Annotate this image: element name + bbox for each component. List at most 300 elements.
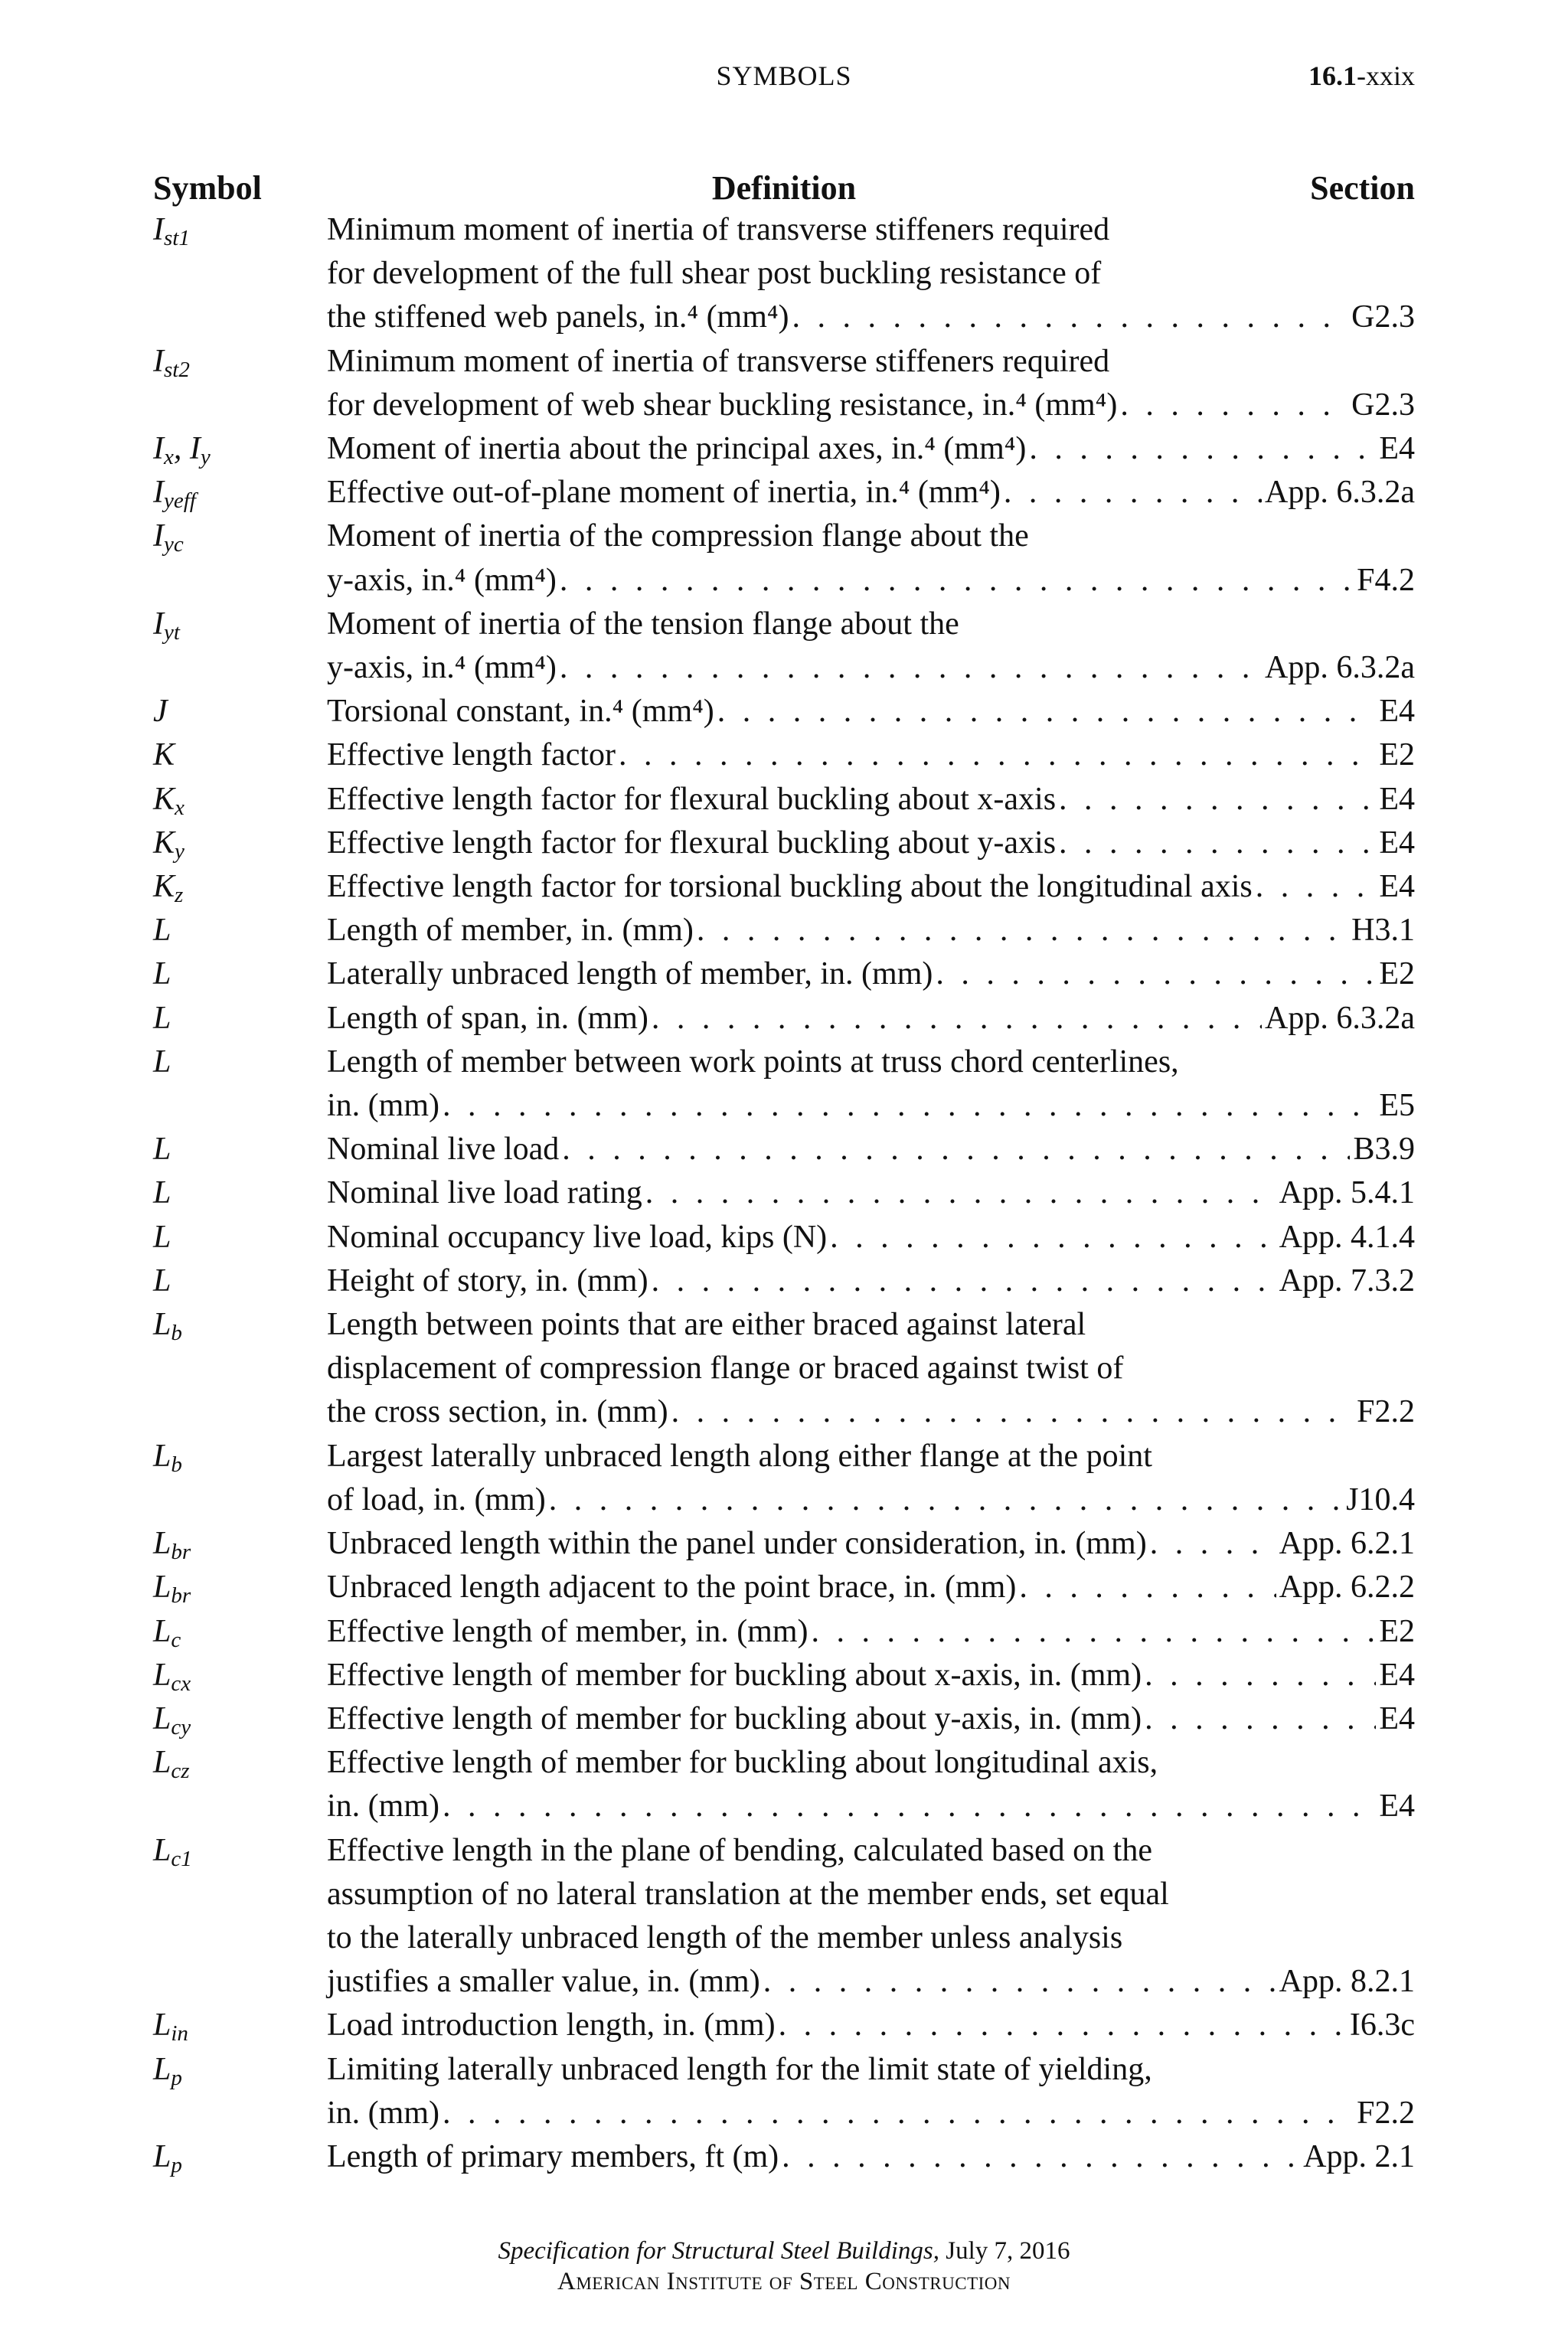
symbol-entry: [153, 2135, 1415, 2179]
symbol-entry: [153, 471, 1415, 514]
symbol-letter: L: [153, 2138, 172, 2174]
footer-date: July 7, 2016: [939, 2237, 1070, 2265]
footer-publisher: American Institute of Steel Construction: [557, 2268, 1011, 2295]
dot-leader: [1019, 1566, 1276, 1609]
running-header: [153, 55, 1415, 101]
running-header-title: SYMBOLS: [716, 60, 852, 91]
dot-leader: [443, 1084, 1376, 1128]
symbol-letter: K: [153, 869, 175, 905]
definition-text: Effective length of member for buckling about y-axis, in. (mm): [327, 1700, 1142, 1736]
section-reference: J10.4: [1346, 1481, 1415, 1517]
symbol-cell: [153, 1566, 322, 1609]
symbol-entry: [153, 690, 1415, 733]
symbol-entry: [153, 603, 1415, 690]
symbol-cell: [153, 471, 322, 514]
section-reference: F4.2: [1357, 562, 1415, 598]
definition-line: assumption of no lateral translation at the member ends, set equal: [327, 1876, 1169, 1912]
symbol-letter: I: [153, 475, 164, 511]
dot-leader: [652, 997, 1262, 1040]
section-reference: H3.1: [1351, 913, 1415, 949]
symbol-subscript: z: [175, 883, 184, 908]
symbol-cell: [153, 1435, 322, 1478]
definition-last-line: [327, 1522, 1415, 1566]
definition-text: Moment of inertia about the principal axes, in.⁴ (mm⁴): [327, 431, 1027, 467]
symbol-cell: [153, 514, 322, 558]
symbol-entry: [153, 1303, 1415, 1435]
definition-line: Effective length in the plane of bending, calculated based on the: [327, 1832, 1152, 1868]
page-number-rest: -xxix: [1357, 60, 1415, 91]
symbol-letter-2: , I: [173, 431, 201, 467]
symbol-cell: [153, 208, 322, 252]
section-reference: E4: [1379, 781, 1415, 817]
section-reference: B3.9: [1353, 1132, 1415, 1168]
symbol-letter: L: [153, 1745, 172, 1781]
symbol-letter: L: [153, 2007, 172, 2043]
definition-cell: [327, 1128, 1415, 1171]
section-reference: E2: [1379, 737, 1415, 773]
symbol-letter: L: [153, 1307, 172, 1343]
definition-cell: [327, 1040, 1415, 1128]
definition-cell: [327, 733, 1415, 777]
definition-last-line: [327, 1785, 1415, 1828]
dot-leader: [1029, 427, 1376, 471]
definition-line: Minimum moment of inertia of transverse stiffeners required: [327, 212, 1110, 247]
page-footer: [0, 2236, 1568, 2297]
definition-text: Nominal live load: [327, 1132, 560, 1168]
definition-text: Length of member, in. (mm): [327, 913, 694, 949]
symbol-entry: [153, 1128, 1415, 1171]
dot-leader: [717, 690, 1377, 733]
definition-line: Effective length of member for buckling about longitudinal axis,: [327, 1745, 1158, 1781]
symbol-subscript: yc: [164, 532, 184, 557]
section-reference: F2.2: [1357, 1394, 1415, 1430]
dot-leader: [652, 1259, 1276, 1303]
dot-leader: [560, 559, 1354, 603]
symbol-entry: [153, 952, 1415, 996]
symbol-entry: [153, 2048, 1415, 2135]
definition-last-line: [327, 646, 1415, 690]
symbol-entry: [153, 865, 1415, 909]
symbol-cell: [153, 1171, 322, 1215]
symbol-entry: [153, 1259, 1415, 1303]
symbol-cell: [153, 1610, 322, 1654]
symbol-letter: L: [153, 1000, 172, 1036]
dot-leader: [1059, 822, 1376, 865]
definition-last-line: [327, 865, 1415, 909]
section-reference: E5: [1379, 1088, 1415, 1124]
symbol-subscript: st1: [164, 226, 190, 250]
section-reference: App. 6.3.2a: [1265, 1000, 1415, 1036]
definition-text: Load introduction length, in. (mm): [327, 2007, 776, 2043]
symbol-entry: [153, 1216, 1415, 1259]
definition-line: Largest laterally unbraced length along either flange at the point: [327, 1438, 1152, 1474]
definition-last-line: [327, 733, 1415, 777]
definition-line: Minimum moment of inertia of transverse stiffeners required: [327, 343, 1110, 379]
definition-cell: [327, 1522, 1415, 1566]
definition-cell: [327, 208, 1415, 340]
definition-text: Effective length of member for buckling about x-axis, in. (mm): [327, 1657, 1142, 1693]
dot-leader: [812, 1610, 1377, 1654]
symbol-subscript: st2: [164, 357, 190, 382]
symbol-letter: L: [153, 1657, 172, 1693]
section-reference: App. 8.2.1: [1279, 1964, 1415, 2000]
column-header-section: Section: [1310, 169, 1415, 207]
column-headers: [153, 161, 1415, 211]
definition-cell: [327, 427, 1415, 471]
dot-leader: [619, 733, 1376, 777]
definition-cell: [327, 1435, 1415, 1522]
definition-cell: [327, 909, 1415, 952]
symbol-subscript: c1: [171, 1846, 192, 1871]
symbol-cell: [153, 1829, 322, 1873]
section-reference: App. 7.3.2: [1279, 1263, 1415, 1298]
symbol-subscript: yt: [164, 619, 180, 645]
symbol-letter: I: [153, 606, 164, 642]
symbol-letter: I: [153, 431, 164, 467]
definition-line: Moment of inertia of the tension flange about the: [327, 606, 959, 642]
definition-cell: [327, 997, 1415, 1040]
symbol-entry: [153, 2004, 1415, 2047]
definition-last-line: [327, 559, 1415, 603]
section-reference: App. 4.1.4: [1279, 1219, 1415, 1255]
definition-last-line: [327, 997, 1415, 1040]
symbol-letter: L: [153, 956, 172, 992]
symbol-entry: [153, 514, 1415, 602]
definition-last-line: [327, 1960, 1415, 2004]
definition-cell: [327, 603, 1415, 690]
symbol-cell: [153, 822, 322, 865]
symbol-subscript: p: [171, 2065, 182, 2090]
dot-leader: [697, 909, 1348, 952]
symbol-subscript: x: [164, 445, 174, 470]
definition-cell: [327, 952, 1415, 996]
definition-last-line: [327, 1390, 1415, 1434]
dot-leader: [1120, 384, 1348, 427]
definition-last-line: [327, 952, 1415, 996]
symbol-cell: [153, 1259, 322, 1303]
definition-cell: [327, 514, 1415, 602]
symbol-entry: [153, 822, 1415, 865]
definition-last-line: [327, 1478, 1415, 1522]
symbol-subscript: in: [171, 2021, 188, 2047]
dot-leader: [763, 1960, 1276, 2004]
definition-cell: [327, 2004, 1415, 2047]
dot-leader: [1004, 471, 1262, 514]
symbol-subscript: br: [171, 1540, 191, 1565]
symbol-cell: [153, 909, 322, 952]
symbol-letter: L: [153, 1175, 172, 1211]
symbol-cell: [153, 603, 322, 646]
symbol-entry: [153, 1654, 1415, 1697]
symbol-entry: [153, 427, 1415, 471]
symbol-subscript: p: [171, 2152, 182, 2177]
symbol-letter: L: [153, 913, 172, 949]
section-reference: E4: [1379, 1657, 1415, 1693]
section-reference: E2: [1379, 1613, 1415, 1649]
section-reference: E4: [1379, 825, 1415, 861]
page-number-bold: 16.1: [1308, 60, 1357, 91]
definition-text: Nominal live load rating: [327, 1175, 642, 1211]
symbol-letter: J: [153, 694, 168, 730]
definition-line: Length between points that are either braced against lateral: [327, 1307, 1086, 1343]
definition-last-line: [327, 427, 1415, 471]
section-reference: App. 2.1: [1303, 2138, 1415, 2174]
definition-line: Limiting laterally unbraced length for the limit state of yielding,: [327, 2051, 1152, 2087]
definition-line: for development of the full shear post buckling resistance of: [327, 256, 1102, 292]
column-header-symbol: Symbol: [153, 169, 262, 207]
definition-last-line: [327, 1610, 1415, 1654]
symbol-cell: [153, 952, 322, 996]
section-reference: App. 6.2.1: [1279, 1526, 1415, 1562]
symbol-cell: [153, 427, 322, 471]
definition-cell: [327, 2135, 1415, 2179]
definition-text: Nominal occupancy live load, kips (N): [327, 1219, 828, 1255]
definition-text: y-axis, in.⁴ (mm⁴): [327, 562, 557, 598]
symbol-letter: L: [153, 2051, 172, 2087]
symbol-entry: [153, 208, 1415, 340]
symbol-cell: [153, 1697, 322, 1741]
definition-last-line: [327, 296, 1415, 339]
definition-line: Moment of inertia of the compression flange about the: [327, 518, 1029, 554]
definition-cell: [327, 1566, 1415, 1609]
definition-last-line: [327, 1128, 1415, 1171]
definition-last-line: [327, 471, 1415, 514]
dot-leader: [1145, 1697, 1376, 1741]
symbol-cell: [153, 2048, 322, 2092]
definition-cell: [327, 1829, 1415, 2004]
definition-text: Effective length of member, in. (mm): [327, 1613, 808, 1649]
symbol-list: [153, 208, 1415, 2179]
symbol-cell: [153, 997, 322, 1040]
section-reference: E4: [1379, 431, 1415, 467]
dot-leader: [936, 952, 1376, 996]
definition-last-line: [327, 1697, 1415, 1741]
symbol-letter: I: [153, 343, 164, 379]
definition-last-line: [327, 1566, 1415, 1609]
symbol-entry: [153, 1566, 1415, 1609]
definition-cell: [327, 1171, 1415, 1215]
symbol-letter: L: [153, 1044, 172, 1080]
section-reference: App. 6.3.2a: [1265, 650, 1415, 686]
symbol-entry: [153, 778, 1415, 822]
definition-cell: [327, 865, 1415, 909]
definition-cell: [327, 1216, 1415, 1259]
definition-last-line: [327, 909, 1415, 952]
dot-leader: [1150, 1522, 1276, 1566]
definition-cell: [327, 1697, 1415, 1741]
definition-cell: [327, 822, 1415, 865]
symbol-cell: [153, 1128, 322, 1171]
definition-cell: [327, 1654, 1415, 1697]
definition-last-line: [327, 1216, 1415, 1259]
section-reference: App. 6.3.2a: [1265, 475, 1415, 511]
definition-cell: [327, 340, 1415, 427]
definition-text: Unbraced length adjacent to the point brace, in. (mm): [327, 1570, 1017, 1606]
symbol-cell: [153, 1303, 322, 1347]
section-reference: App. 5.4.1: [1279, 1175, 1415, 1211]
symbol-cell: [153, 1216, 322, 1259]
symbol-subscript: c: [171, 1627, 181, 1652]
symbol-letter: L: [153, 1263, 172, 1298]
symbol-entry: [153, 1522, 1415, 1566]
section-reference: F2.2: [1357, 2095, 1415, 2131]
definition-last-line: [327, 1084, 1415, 1128]
definition-cell: [327, 690, 1415, 733]
symbol-subscript: y: [175, 838, 185, 864]
symbol-entry: [153, 1697, 1415, 1741]
symbol-entry: [153, 1040, 1415, 1128]
symbol-letter: L: [153, 1526, 172, 1562]
symbol-cell: [153, 865, 322, 909]
definition-last-line: [327, 690, 1415, 733]
dot-leader: [560, 646, 1262, 690]
symbol-subscript: yeff: [164, 488, 196, 514]
definition-text: in. (mm): [327, 2095, 439, 2131]
section-reference: I6.3c: [1349, 2007, 1415, 2043]
symbol-subscript: cy: [171, 1714, 191, 1740]
symbol-letter: K: [153, 781, 175, 817]
definition-last-line: [327, 2004, 1415, 2047]
dot-leader: [443, 2092, 1354, 2135]
dot-leader: [1059, 778, 1376, 822]
symbol-letter: L: [153, 1613, 172, 1649]
section-reference: E4: [1379, 694, 1415, 730]
symbol-letter: L: [153, 1132, 172, 1168]
symbol-entry: [153, 1610, 1415, 1654]
symbol-letter: L: [153, 1570, 172, 1606]
symbol-cell: [153, 340, 322, 384]
symbol-entry: [153, 909, 1415, 952]
symbol-cell: [153, 2135, 322, 2179]
section-reference: G2.3: [1351, 299, 1415, 335]
definition-last-line: [327, 2135, 1415, 2179]
dot-leader: [1256, 865, 1377, 909]
symbol-entry: [153, 340, 1415, 427]
definition-text: Length of span, in. (mm): [327, 1000, 648, 1036]
symbol-cell: [153, 778, 322, 822]
definition-last-line: [327, 1259, 1415, 1303]
symbol-cell: [153, 690, 322, 733]
symbol-subscript: cz: [171, 1759, 190, 1784]
symbol-entry: [153, 733, 1415, 777]
symbol-cell: [153, 1522, 322, 1566]
dot-leader: [830, 1216, 1276, 1259]
definition-line: Length of member between work points at truss chord centerlines,: [327, 1044, 1179, 1080]
symbol-letter: L: [153, 1438, 172, 1474]
column-header-definition: Definition: [711, 169, 857, 207]
definition-text: Unbraced length within the panel under consideration, in. (mm): [327, 1526, 1147, 1562]
section-reference: G2.3: [1351, 387, 1415, 423]
definition-text: Effective length factor for flexural buckling about x-axis: [327, 781, 1057, 817]
symbol-subscript: b: [171, 1321, 182, 1346]
definition-last-line: [327, 822, 1415, 865]
symbol-cell: [153, 1654, 322, 1697]
definition-text: in. (mm): [327, 1788, 439, 1824]
definition-cell: [327, 2048, 1415, 2135]
symbol-letter: I: [153, 518, 164, 554]
symbol-cell: [153, 1040, 322, 1084]
definition-text: of load, in. (mm): [327, 1481, 546, 1517]
definition-text: Torsional constant, in.⁴ (mm⁴): [327, 694, 714, 730]
symbol-cell: [153, 733, 322, 777]
symbol-entry: [153, 1829, 1415, 2004]
definition-text: Effective length factor: [327, 737, 616, 773]
definition-cell: [327, 471, 1415, 514]
definition-line: to the laterally unbraced length of the member unless analysis: [327, 1919, 1123, 1955]
definition-text: for development of web shear buckling resistance, in.⁴ (mm⁴): [327, 387, 1118, 423]
definition-cell: [327, 778, 1415, 822]
definition-text: Height of story, in. (mm): [327, 1263, 648, 1298]
dot-leader: [562, 1128, 1350, 1171]
symbol-cell: [153, 2004, 322, 2047]
dot-leader: [1145, 1654, 1376, 1697]
symbol-subscript: x: [175, 795, 185, 820]
dot-leader: [779, 2004, 1347, 2047]
symbol-subscript: cx: [171, 1671, 191, 1696]
definition-text: justifies a smaller value, in. (mm): [327, 1964, 760, 2000]
definition-cell: [327, 1303, 1415, 1435]
dot-leader: [645, 1171, 1276, 1215]
definition-text: Effective length factor for torsional buckling about the longitudinal axis: [327, 869, 1253, 905]
section-reference: E4: [1379, 1700, 1415, 1736]
definition-line: displacement of compression flange or braced against twist of: [327, 1351, 1124, 1387]
symbol-cell: [153, 1741, 322, 1785]
symbol-letter: L: [153, 1219, 172, 1255]
footer-citation: [0, 2236, 1568, 2266]
section-reference: E4: [1379, 1788, 1415, 1824]
symbol-entry: [153, 1741, 1415, 1828]
dot-leader: [671, 1390, 1354, 1434]
definition-text: the cross section, in. (mm): [327, 1394, 668, 1430]
symbol-letter: L: [153, 1700, 172, 1736]
dot-leader: [792, 296, 1349, 339]
section-reference: E2: [1379, 956, 1415, 992]
symbol-entry: [153, 1435, 1415, 1522]
dot-leader: [782, 2135, 1300, 2179]
definition-text: Effective length factor for flexural buckling about y-axis: [327, 825, 1057, 861]
definition-text: the stiffened web panels, in.⁴ (mm⁴): [327, 299, 789, 335]
footer-spec-title: Specification for Structural Steel Buildings,: [498, 2237, 939, 2265]
definition-text: Length of primary members, ft (m): [327, 2138, 779, 2174]
section-reference: E4: [1379, 869, 1415, 905]
definition-last-line: [327, 1171, 1415, 1215]
symbol-letter: K: [153, 737, 175, 773]
section-reference: App. 6.2.2: [1279, 1570, 1415, 1606]
dot-leader: [443, 1785, 1376, 1828]
symbol-subscript-2: y: [200, 445, 211, 470]
symbol-subscript: b: [171, 1452, 182, 1477]
definition-text: y-axis, in.⁴ (mm⁴): [327, 650, 557, 686]
symbol-subscript: br: [171, 1583, 191, 1609]
definition-last-line: [327, 778, 1415, 822]
symbol-entry: [153, 1171, 1415, 1215]
symbol-letter: L: [153, 1832, 172, 1868]
definition-last-line: [327, 384, 1415, 427]
symbol-letter: K: [153, 825, 175, 861]
definition-text: in. (mm): [327, 1088, 439, 1124]
definition-text: Laterally unbraced length of member, in. (mm): [327, 956, 933, 992]
page-number: [1308, 60, 1415, 92]
symbol-letter: I: [153, 212, 164, 247]
definition-cell: [327, 1610, 1415, 1654]
definition-last-line: [327, 2092, 1415, 2135]
definition-cell: [327, 1741, 1415, 1828]
symbol-entry: [153, 997, 1415, 1040]
dot-leader: [549, 1478, 1343, 1522]
definition-cell: [327, 1259, 1415, 1303]
definition-last-line: [327, 1654, 1415, 1697]
definition-text: Effective out-of-plane moment of inertia, in.⁴ (mm⁴): [327, 475, 1001, 511]
